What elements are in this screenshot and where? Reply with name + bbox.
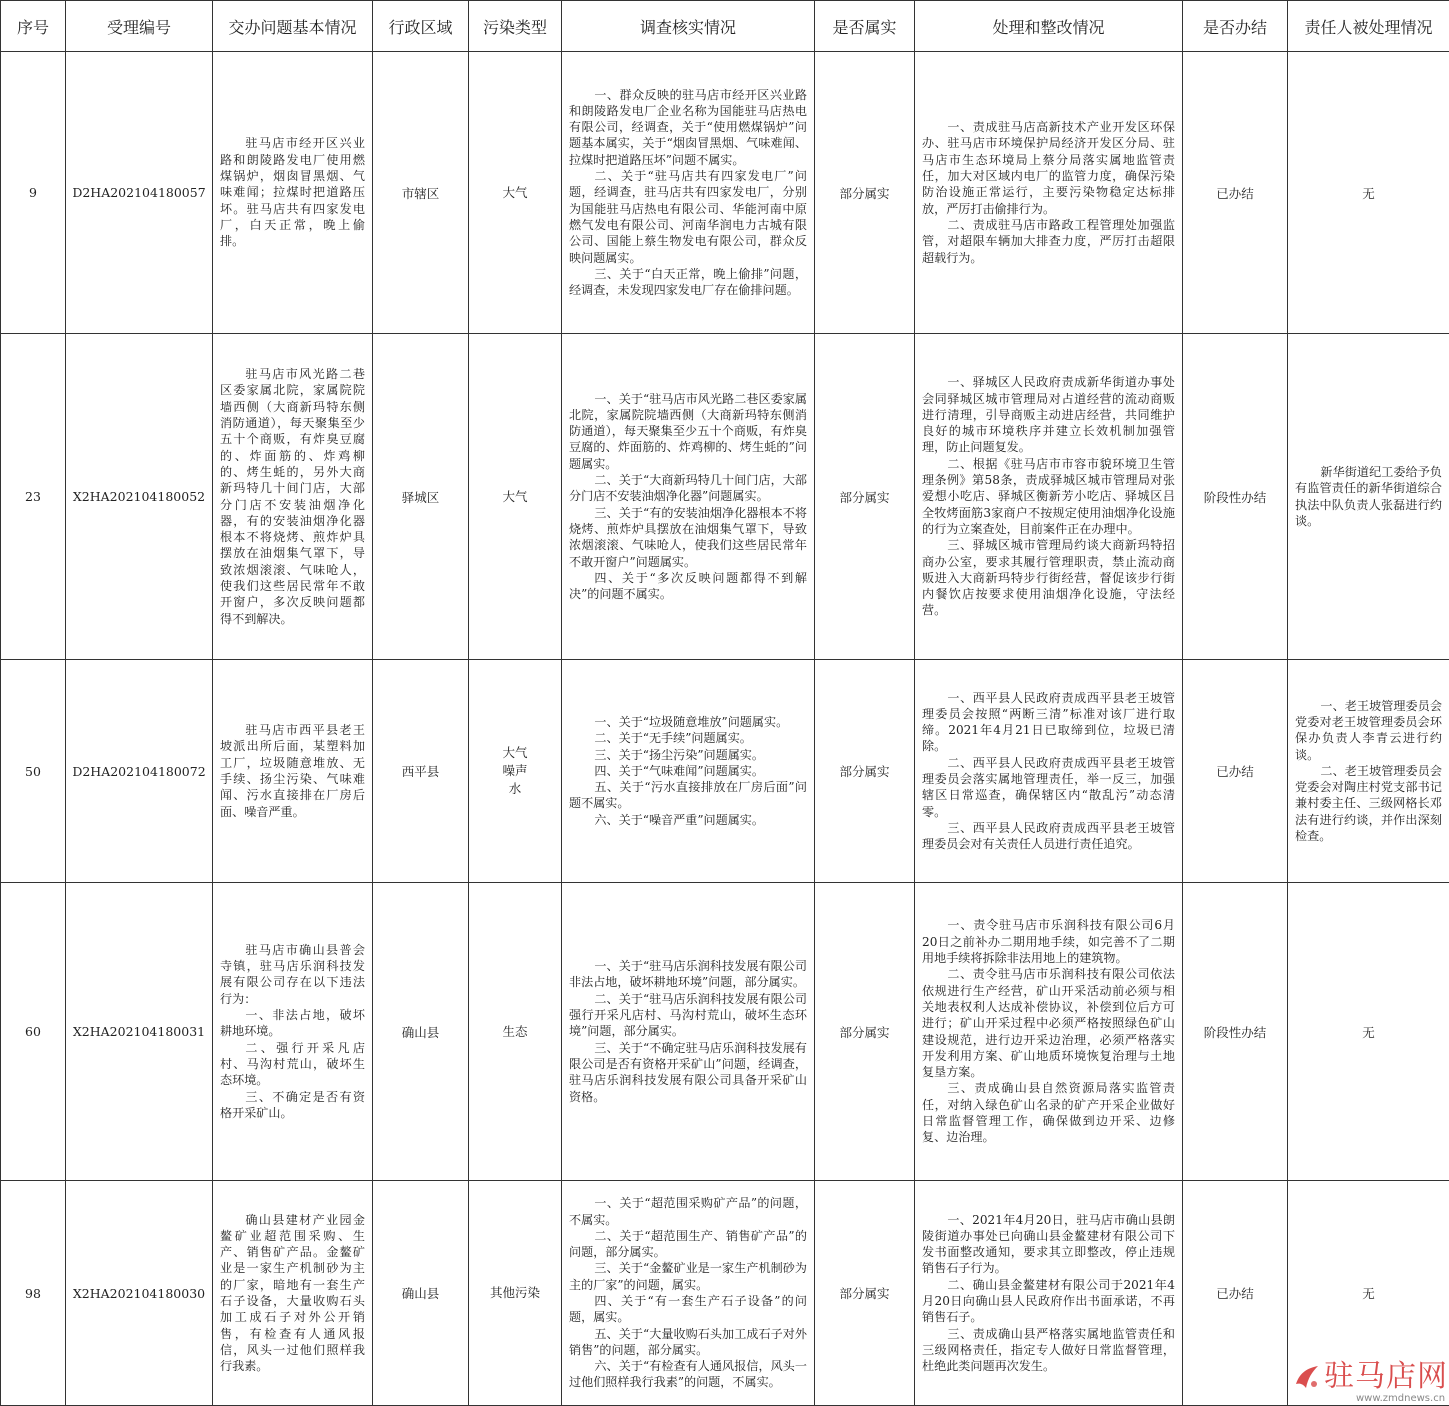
paragraph: 六、关于“噪音严重”问题属实。 xyxy=(569,812,807,828)
investigation-cell xyxy=(562,883,815,1181)
seq-cell-text: 60 xyxy=(25,1024,41,1039)
status-cell xyxy=(1183,52,1288,334)
paragraph: 三、关于“扬尘污染”问题属实。 xyxy=(569,747,807,763)
paragraph: 二、责成驻马店市路政工程管理处加强监管，对超限车辆加大排查力度，严厉打击超限超载行为。 xyxy=(922,217,1175,266)
paragraph: 三、关于“有的安装油烟净化器根本不将烧烤、煎炸炉具摆放在油烟集气罩下，导致浓烟滚滚、气味呛人，使我们这些居民常年不敢开窗户”问题属实。 xyxy=(569,505,807,570)
header-seq: 序号 xyxy=(1,1,66,52)
status-cell-text: 阶段性办结 xyxy=(1204,490,1267,505)
header-pollution: 污染类型 xyxy=(469,1,562,52)
paragraph: 四、关于“多次反映问题都得不到解决”的问题不属实。 xyxy=(569,570,807,603)
id-cell xyxy=(66,883,213,1181)
seq-cell-text: 9 xyxy=(29,185,37,200)
pollution-type: 其他污染 xyxy=(469,1284,561,1302)
verified-cell xyxy=(815,660,915,883)
problem-cell xyxy=(213,334,373,660)
paragraph: 一、责成驻马店高新技术产业开发区环保办、驻马店市环境保护局经济开发区分局、驻马店市生态环境局上蔡分局落实属地监管责任，加大对区域内电厂的监管力度，确保污染防治设施正常运行，主要污染物稳定达标排放，严厉打击偷排行为。 xyxy=(922,119,1175,217)
paragraph: 驻马店市确山县普会寺镇，驻马店乐润科技发展有限公司存在以下违法行为： xyxy=(220,942,365,1007)
accountability-cell xyxy=(1288,52,1449,334)
seq-cell xyxy=(1,883,66,1181)
paragraph: 新华街道纪工委给予负有监管责任的新华街道综合执法中队负责人张磊进行约谈。 xyxy=(1295,464,1442,529)
verified-cell-text: 部分属实 xyxy=(839,1025,889,1040)
paragraph: 二、责令驻马店市乐润科技有限公司依法依规进行生产经营，矿山开采活动前必须与相关地表权利人达成补偿协议，补偿到位后方可进行；矿山开采过程中必须严格按照绿色矿山建设规范，进行边开采边治理，必须严格落实开发利用方案、矿山地质环境恢复治理与土地复垦方案。 xyxy=(922,966,1175,1080)
rectification-cell xyxy=(915,1181,1183,1406)
pollution-cell xyxy=(469,883,562,1181)
paragraph: 三、关于“不确定驻马店乐润科技发展有限公司是否有资格开采矿山”问题，经调查，驻马店乐润科技发展有限公司具备开采矿山资格。 xyxy=(569,1040,807,1105)
pollution-cell xyxy=(469,334,562,660)
status-cell xyxy=(1183,334,1288,660)
pollution-cell xyxy=(469,52,562,334)
paragraph: 一、驿城区人民政府责成新华街道办事处会同驿城区城市管理局对占道经营的流动商贩进行清理，引导商贩主动进店经营，共同维护良好的城市环境秩序并建立长效机制加强管理，防止问题复发。 xyxy=(922,374,1175,455)
table-row xyxy=(1,660,1449,883)
region-cell xyxy=(373,660,469,883)
pollution-cell xyxy=(469,1181,562,1406)
id-cell xyxy=(66,334,213,660)
paragraph: 二、西平县人民政府责成西平县老王坡管理委员会落实属地管理责任，举一反三，加强辖区日常巡查，确保辖区内“散乱污”动态清零。 xyxy=(922,755,1175,820)
rectification-cell xyxy=(915,660,1183,883)
paragraph: 三、驿城区城市管理局约谈大商新玛特招商办公室，要求其履行管理职责，禁止流动商贩进入大商新玛特步行街经营，督促该步行街内餐饮店按要求使用油烟净化设施，守法经营。 xyxy=(922,537,1175,618)
id-cell-text: X2HA202104180030 xyxy=(73,1286,205,1301)
region-cell-text: 西平县 xyxy=(402,764,440,779)
paragraph: 一、2021年4月20日，驻马店市确山县朗陵街道办事处已向确山县金鳌建材有限公司下发书面整改通知，要求其立即整改，停止违规销售石子行为。 xyxy=(922,1212,1175,1277)
paragraph: 五、关于“大量收购石头加工成石子对外销售”的问题，部分属实。 xyxy=(569,1326,807,1359)
paragraph: 二、关于“驻马店共有四家发电厂”问题，经调查，驻马店共有四家发电厂，分别为国能驻马店热电有限公司、华能河南中原燃气发电有限公司、河南华润电力古城有限公司、国能上蔡生物发电有限公司，群众反映问题属实。 xyxy=(569,168,807,266)
accountability-cell-text: 无 xyxy=(1362,1286,1375,1301)
verified-cell xyxy=(815,883,915,1181)
verified-cell xyxy=(815,52,915,334)
header-accountability: 责任人被处理情况 xyxy=(1288,1,1449,52)
paragraph: 一、责令驻马店市乐润科技有限公司6月20日之前补办二期用地手续，如完善不了二期用地手续将拆除非法用地上的建筑物。 xyxy=(922,917,1175,966)
region-cell xyxy=(373,1181,469,1406)
paragraph: 四、关于“有一套生产石子设备”的问题，属实。 xyxy=(569,1293,807,1326)
status-cell xyxy=(1183,660,1288,883)
table-row xyxy=(1,334,1449,660)
status-cell-text: 已办结 xyxy=(1216,1286,1254,1301)
header-region: 行政区域 xyxy=(373,1,469,52)
paragraph: 一、关于“超范围采购矿产品”的问题，不属实。 xyxy=(569,1195,807,1228)
watermark-brand: 驻马店网 xyxy=(1324,1360,1448,1394)
paragraph: 二、关于“大商新玛特几十间门店，大部分门店不安装油烟净化器”问题属实。 xyxy=(569,472,807,505)
paragraph: 二、根据《驻马店市市容市貌环境卫生管理条例》第58条，责成驿城区城市管理局对张爱想小吃店、驿城区衡新芳小吃店、驿城区吕全牧烤面筋3家商户不按规定使用油烟净化设施的行为立案查处，目前案件正在办理中。 xyxy=(922,456,1175,537)
paragraph: 二、确山县金鳌建材有限公司于2021年4月20日向确山县人民政府作出书面承诺，不再销售石子。 xyxy=(922,1277,1175,1326)
accountability-cell-text: 无 xyxy=(1362,186,1375,201)
accountability-cell xyxy=(1288,660,1449,883)
pollution-type: 噪声 xyxy=(469,762,561,780)
seq-cell xyxy=(1,1181,66,1406)
paragraph: 四、关于“气味难闻”问题属实。 xyxy=(569,763,807,779)
verified-cell-text: 部分属实 xyxy=(839,764,889,779)
status-cell xyxy=(1183,883,1288,1181)
problem-cell xyxy=(213,52,373,334)
paragraph: 驻马店市风光路二巷区委家属北院，家属院院墙西侧（大商新玛特东侧消防通道），每天聚集至少五十个商贩，有炸臭豆腐的、炸面筋的、炸鸡柳的、烤生蚝的，另外大商新玛特几十间门店，大部分门店不安装油烟净化器，有的安装油烟净化器根本不将烧烤、煎炸炉具摆放在油烟集气罩下，导致浓烟滚滚、气味呛人，使我们这些居民常年不敢开窗户，多次反映问题都得不到解决。 xyxy=(220,366,365,627)
status-cell-text: 已办结 xyxy=(1216,186,1254,201)
id-cell-text: D2HA202104180057 xyxy=(72,185,205,200)
rectification-cell xyxy=(915,52,1183,334)
pollution-type: 水 xyxy=(469,780,561,798)
status-cell xyxy=(1183,1181,1288,1406)
header-rectification: 处理和整改情况 xyxy=(915,1,1183,52)
paragraph: 一、老王坡管理委员会党委对老王坡管理委员会环保办负责人李青云进行约谈。 xyxy=(1295,698,1442,763)
rectification-cell xyxy=(915,883,1183,1181)
pollution-cell xyxy=(469,660,562,883)
investigation-cell xyxy=(562,334,815,660)
paragraph: 三、责成确山县严格落实属地监管责任和三级网格责任，指定专人做好日常监督管理，杜绝此类问题再次发生。 xyxy=(922,1326,1175,1375)
table-row xyxy=(1,1181,1449,1406)
id-cell xyxy=(66,660,213,883)
id-cell xyxy=(66,1181,213,1406)
status-cell-text: 已办结 xyxy=(1216,764,1254,779)
verified-cell xyxy=(815,334,915,660)
paragraph: 二、关于“无手续”问题属实。 xyxy=(569,730,807,746)
paragraph: 二、关于“超范围生产、销售矿产品”的问题，部分属实。 xyxy=(569,1228,807,1261)
paragraph: 五、关于“污水直接排放在厂房后面”问题不属实。 xyxy=(569,779,807,812)
rectification-cell xyxy=(915,334,1183,660)
accountability-cell xyxy=(1288,334,1449,660)
investigation-cell xyxy=(562,660,815,883)
investigation-cell xyxy=(562,1181,815,1406)
paragraph: 驻马店市经开区兴业路和朗陵路发电厂使用燃煤锅炉，烟囱冒黑烟、气味难闻；拉煤时把道路压坏。驻马店共有四家发电厂，白天正常，晚上偷排。 xyxy=(220,135,365,249)
paragraph: 驻马店市西平县老王坡派出所后面，某塑料加工厂，垃圾随意堆放、无手续、扬尘污染、气味难闻、污水直接排在厂房后面、噪音严重。 xyxy=(220,722,365,820)
id-cell-text: D2HA202104180072 xyxy=(72,764,205,779)
paragraph: 一、关于“驻马店乐润科技发展有限公司非法占地，破坏耕地环境”问题，部分属实。 xyxy=(569,958,807,991)
investigation-cell xyxy=(562,52,815,334)
paragraph: 确山县建材产业园金鳌矿业超范围采购、生产、销售矿产品。金鳌矿业是一家生产机制砂为主的厂家，暗地有一套生产石子设备，大量收购石头加工成石子对外公开销售，有检查有人通风报信，风头一过他们照样我行我素。 xyxy=(220,1212,365,1375)
paragraph: 二、老王坡管理委员会党委会对陶庄村党支部书记兼村委主任、三级网格长邓法有进行约谈，并作出深刻检查。 xyxy=(1295,763,1442,844)
seq-cell xyxy=(1,660,66,883)
region-cell xyxy=(373,883,469,1181)
problem-cell xyxy=(213,660,373,883)
paragraph: 一、群众反映的驻马店市经开区兴业路和朗陵路发电厂企业名称为国能驻马店热电有限公司，经调查，关于“使用燃煤锅炉”问题基本属实，关于“烟囱冒黑烟、气味难闻、拉煤时把道路压坏”问题不属实。 xyxy=(569,87,807,168)
verified-cell xyxy=(815,1181,915,1406)
paragraph: 三、责成确山县自然资源局落实监管责任，对纳入绿色矿山名录的矿产开采企业做好日常监督管理工作，确保做到边开采、边修复、边治理。 xyxy=(922,1080,1175,1145)
region-cell xyxy=(373,334,469,660)
pollution-type: 生态 xyxy=(469,1023,561,1041)
paragraph: 六、关于“有检查有人通风报信，风头一过他们照样我行我素”的问题，不属实。 xyxy=(569,1358,807,1391)
verified-cell-text: 部分属实 xyxy=(839,490,889,505)
verified-cell-text: 部分属实 xyxy=(839,1286,889,1301)
paragraph: 一、西平县人民政府责成西平县老王坡管理委员会按照“两断三清”标准对该厂进行取缔。2021年4月21日已取缔到位，垃圾已清除。 xyxy=(922,690,1175,755)
paragraph: 二、关于“驻马店乐润科技发展有限公司强行开采凡店村、马沟村荒山，破坏生态环境”问题，部分属实。 xyxy=(569,991,807,1040)
verified-cell-text: 部分属实 xyxy=(839,186,889,201)
paragraph: 三、西平县人民政府责成西平县老王坡管理委员会对有关责任人员进行责任追究。 xyxy=(922,820,1175,853)
header-verified: 是否属实 xyxy=(815,1,915,52)
id-cell-text: X2HA202104180031 xyxy=(73,1024,205,1039)
id-cell-text: X2HA202104180052 xyxy=(73,489,205,504)
id-cell xyxy=(66,52,213,334)
seq-cell-text: 98 xyxy=(25,1286,41,1301)
header-investigation: 调查核实情况 xyxy=(562,1,815,52)
accountability-cell xyxy=(1288,883,1449,1181)
table-row xyxy=(1,883,1449,1181)
pollution-type: 大气 xyxy=(469,744,561,762)
paragraph: 三、关于“金鳌矿业是一家生产机制砂为主的厂家”的问题，属实。 xyxy=(569,1260,807,1293)
header-status: 是否办结 xyxy=(1183,1,1288,52)
logo-icon xyxy=(1292,1362,1322,1392)
seq-cell-text: 50 xyxy=(25,764,41,779)
table-row xyxy=(1,52,1449,334)
watermark xyxy=(1290,1360,1448,1404)
problem-cell xyxy=(213,1181,373,1406)
paragraph: 一、关于“垃圾随意堆放”问题属实。 xyxy=(569,714,807,730)
region-cell-text: 确山县 xyxy=(402,1025,440,1040)
problem-cell xyxy=(213,883,373,1181)
status-cell-text: 阶段性办结 xyxy=(1204,1025,1267,1040)
header-problem: 交办问题基本情况 xyxy=(213,1,373,52)
paragraph: 三、不确定是否有资格开采矿山。 xyxy=(220,1089,365,1122)
seq-cell xyxy=(1,52,66,334)
header-id: 受理编号 xyxy=(66,1,213,52)
paragraph: 二、强行开采凡店村、马沟村荒山，破坏生态环境。 xyxy=(220,1040,365,1089)
pollution-type: 大气 xyxy=(469,488,561,506)
paragraph: 一、非法占地，破坏耕地环境。 xyxy=(220,1007,365,1040)
watermark-url: www.zmdnews.cn xyxy=(1356,1393,1445,1404)
region-cell-text: 驿城区 xyxy=(402,490,440,505)
region-cell xyxy=(373,52,469,334)
accountability-cell-text: 无 xyxy=(1362,1025,1375,1040)
seq-cell xyxy=(1,334,66,660)
paragraph: 一、关于“驻马店市风光路二巷区委家属北院，家属院院墙西侧（大商新玛特东侧消防通道），每天聚集至少五十个商贩，有炸臭豆腐的、炸面筋的、炸鸡柳的、烤生蚝的”问题属实。 xyxy=(569,391,807,472)
header-row xyxy=(1,1,1449,52)
region-cell-text: 市辖区 xyxy=(402,186,440,201)
pollution-type: 大气 xyxy=(469,184,561,202)
paragraph: 三、关于“白天正常，晚上偷排”问题，经调查，未发现四家发电厂存在偷排问题。 xyxy=(569,266,807,299)
region-cell-text: 确山县 xyxy=(402,1286,440,1301)
seq-cell-text: 23 xyxy=(25,489,41,504)
